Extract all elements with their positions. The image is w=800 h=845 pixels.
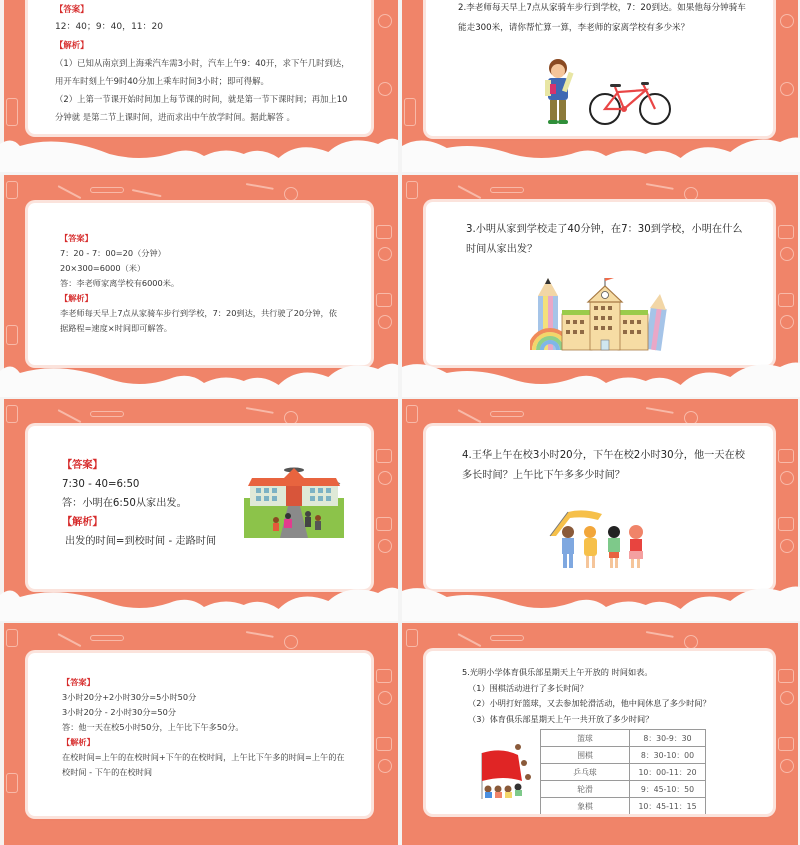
time-cell: 8：30-9：30 — [630, 730, 706, 747]
magnifier-doodle-icon — [780, 14, 794, 28]
book-doodle-icon — [376, 449, 392, 463]
pen-doodle-icon — [132, 189, 162, 197]
analysis-line: 在校时间=上午的在校时间+下午的在校时间，上午比下午多的时间=上午的在 — [62, 752, 345, 762]
time-cell: 8：30-10：00 — [630, 747, 706, 764]
activity-cell: 篮球 — [541, 730, 630, 747]
activity-cell: 轮滑 — [541, 781, 630, 798]
calculator-doodle-icon — [6, 773, 18, 793]
question-line: （2）小明打好篮球，又去参加轮滑活动，他中间休息了多少时间？ — [468, 698, 711, 708]
answer-line: 答：他一天在校5小时50分，上午比下午多50分。 — [62, 722, 244, 732]
book-doodle-icon — [778, 737, 794, 751]
pen-doodle-icon — [646, 183, 674, 190]
calculator-doodle-icon — [406, 181, 418, 199]
magnifier-doodle-icon — [378, 691, 392, 705]
slide-question-5[interactable] — [402, 623, 800, 845]
slide-question-2[interactable] — [402, 0, 800, 172]
magnifier-doodle-icon — [378, 759, 392, 773]
analysis-line: 出发的时间=到校时间 - 走路时间 — [65, 536, 217, 547]
slide-card — [28, 0, 371, 134]
apple-doodle-icon — [284, 411, 298, 425]
question-line: 5.光明小学体育俱乐部星期天上午开放的 时间如表。 — [462, 667, 653, 677]
question-line: 时间从家出发？ — [466, 244, 538, 255]
pencil-doodle-icon — [458, 409, 482, 423]
magnifier-doodle-icon — [780, 247, 794, 261]
pen-doodle-icon — [246, 631, 274, 638]
ruler-doodle-icon — [490, 187, 524, 193]
apple-doodle-icon — [284, 187, 298, 201]
answer-block — [62, 675, 345, 780]
slide-card — [28, 653, 371, 816]
question-text — [462, 446, 745, 486]
question-line: （1）围棋活动进行了多长时间？ — [468, 682, 588, 693]
answer-line: 20×300=6000（米） — [60, 263, 146, 273]
teacher-illustration — [542, 58, 578, 126]
answer-block — [62, 456, 216, 551]
pencil-doodle-icon — [58, 633, 82, 647]
activity-cell: 象棋 — [541, 798, 630, 815]
question-line: 多长时间？上午比下午多多少时间？ — [462, 470, 625, 481]
question-line: （3）体育俱乐部星期天上午一共开放了多少时间？ — [468, 713, 654, 724]
table-row — [541, 747, 706, 764]
apple-doodle-icon — [684, 411, 698, 425]
magnifier-doodle-icon — [780, 759, 794, 773]
activity-cell: 围棋 — [541, 747, 630, 764]
analysis-label: 【解析】 — [62, 517, 103, 528]
book-doodle-icon — [778, 669, 794, 683]
magnifier-doodle-icon — [780, 82, 794, 96]
answer-line: 3小时20分 - 2小时30分=50分 — [62, 707, 177, 717]
answer-label: 【答案】 — [62, 460, 103, 471]
magnifier-doodle-icon — [378, 247, 392, 261]
book-doodle-icon — [778, 293, 794, 307]
apple-doodle-icon — [684, 187, 698, 201]
kids-with-flag-illustration — [544, 506, 654, 572]
question-line: 3.小明从家到学校走了40分钟，在7：30到学校，小明在什么 — [466, 224, 743, 235]
book-doodle-icon — [376, 225, 392, 239]
time-cell: 10：00-11：20 — [630, 764, 706, 781]
slide-edge — [0, 623, 4, 845]
cloud-border — [402, 132, 800, 172]
question-line: 4.王华上午在校3小时20分，下午在校2小时30分，他一天在校 — [462, 450, 745, 461]
analysis-line: 据路程=速度×时间即可解答。 — [60, 323, 172, 333]
pencil-doodle-icon — [458, 633, 482, 647]
analysis-line: 用开车时刻上午9时40分加上乘车时间3小时；即可得解。 — [55, 76, 269, 86]
analysis-label: 【解析】 — [62, 737, 95, 747]
time-cell: 9：45-10：50 — [630, 781, 706, 798]
red-flag-kids-illustration — [478, 741, 542, 801]
magnifier-doodle-icon — [378, 315, 392, 329]
slide-card — [28, 426, 371, 589]
ruler-doodle-icon — [90, 187, 124, 193]
bicycle-illustration — [588, 80, 672, 126]
book-doodle-icon — [376, 669, 392, 683]
cloud-border — [0, 581, 398, 621]
calculator-doodle-icon — [6, 181, 18, 199]
ruler-doodle-icon — [490, 411, 524, 417]
magnifier-doodle-icon — [378, 82, 392, 96]
pen-doodle-icon — [246, 183, 274, 190]
answer-label: 【答案】 — [62, 677, 95, 687]
table-row — [541, 781, 706, 798]
book-doodle-icon — [778, 225, 794, 239]
slide-card — [426, 202, 773, 365]
book-doodle-icon — [778, 449, 794, 463]
calculator-doodle-icon — [6, 629, 18, 647]
pencil-doodle-icon — [458, 185, 482, 199]
answer-label: 【答案】 — [60, 233, 93, 243]
slide-answer-4[interactable] — [0, 623, 398, 845]
slide-answer-1[interactable] — [0, 0, 398, 172]
slide-card — [426, 651, 773, 814]
answer-line: 7:30 - 40=6:50 — [62, 479, 140, 490]
question-text — [466, 220, 742, 260]
calculator-doodle-icon — [406, 629, 418, 647]
analysis-line: 分钟就 是第二节上课时间，进而求出中午放学时间。据此解答 。 — [55, 112, 295, 122]
book-doodle-icon — [376, 293, 392, 307]
apple-doodle-icon — [684, 635, 698, 649]
pencil-doodle-icon — [58, 185, 82, 199]
slide-card — [426, 426, 773, 589]
pen-doodle-icon — [646, 407, 674, 414]
calculator-doodle-icon — [406, 405, 418, 423]
pencil-doodle-icon — [58, 409, 82, 423]
cloud-border — [402, 357, 800, 397]
ruler-doodle-icon — [490, 635, 524, 641]
slide-answer-2[interactable] — [0, 175, 398, 397]
calculator-doodle-icon — [6, 405, 18, 423]
magnifier-doodle-icon — [780, 539, 794, 553]
school-pencils-rainbow-illustration — [530, 278, 670, 352]
magnifier-doodle-icon — [378, 539, 392, 553]
schedule-table — [540, 729, 706, 814]
school-children-illustration — [244, 466, 344, 538]
magnifier-doodle-icon — [780, 691, 794, 705]
answer-block — [55, 0, 350, 126]
answer-line: 答：小明在6:50从家出发。 — [62, 498, 187, 509]
magnifier-doodle-icon — [780, 471, 794, 485]
time-cell: 10：45-11：15 — [630, 798, 706, 815]
analysis-line: （2）上第一节课开始时间加上每节课的时间，就是第一节下课时间；再加上10 — [55, 94, 348, 104]
calculator-doodle-icon — [6, 325, 18, 345]
slide-card — [426, 0, 773, 136]
apple-doodle-icon — [284, 635, 298, 649]
ruler-doodle-icon — [404, 98, 416, 126]
question-text — [458, 0, 746, 38]
analysis-line: 校时间 - 下午的在校时间 — [62, 767, 153, 777]
question-text — [462, 665, 711, 727]
slide-question-4[interactable] — [402, 399, 800, 621]
slide-card — [28, 203, 371, 365]
cloud-border — [0, 357, 398, 397]
analysis-line: 李老师每天早上7点从家骑车步行到学校，7：20到达，共行驶了20分钟，依 — [60, 308, 337, 318]
question-line: 2.李老师每天早上7点从家骑车步行到学校，7：20到达。如果他每分钟骑车 — [458, 3, 746, 13]
book-doodle-icon — [376, 737, 392, 751]
question-line: 能走300米，请你帮忙算一算，李老师的家离学校有多少米？ — [458, 23, 690, 33]
slide-answer-3[interactable] — [0, 399, 398, 621]
magnifier-doodle-icon — [780, 315, 794, 329]
cloud-border — [0, 132, 398, 172]
table-row — [541, 764, 706, 781]
pen-doodle-icon — [646, 631, 674, 638]
answer-label: 【答案】 — [55, 4, 89, 14]
slide-question-3[interactable] — [402, 175, 800, 397]
ruler-doodle-icon — [6, 98, 18, 126]
pen-doodle-icon — [246, 407, 274, 414]
answer-line: 答：李老师家离学校有6000米。 — [60, 278, 180, 288]
table-row — [541, 730, 706, 747]
answer-line: 12：40；9：40，11：20 — [55, 22, 163, 32]
book-doodle-icon — [778, 517, 794, 531]
ruler-doodle-icon — [90, 411, 124, 417]
answer-line: 3小时20分+2小时30分=5小时50分 — [62, 692, 197, 702]
cloud-border — [402, 581, 800, 621]
ruler-doodle-icon — [90, 635, 124, 641]
analysis-line: （1）已知从南京到上海乘汽车需3小时，汽车上午9：40开，求下午几时到达， — [55, 58, 350, 68]
magnifier-doodle-icon — [378, 14, 392, 28]
book-doodle-icon — [376, 517, 392, 531]
analysis-label: 【解析】 — [60, 293, 93, 303]
activity-cell: 乒乓球 — [541, 764, 630, 781]
magnifier-doodle-icon — [378, 471, 392, 485]
analysis-label: 【解析】 — [55, 40, 89, 50]
answer-block — [60, 231, 337, 336]
answer-line: 7：20 - 7：00=20（分钟） — [60, 248, 166, 258]
